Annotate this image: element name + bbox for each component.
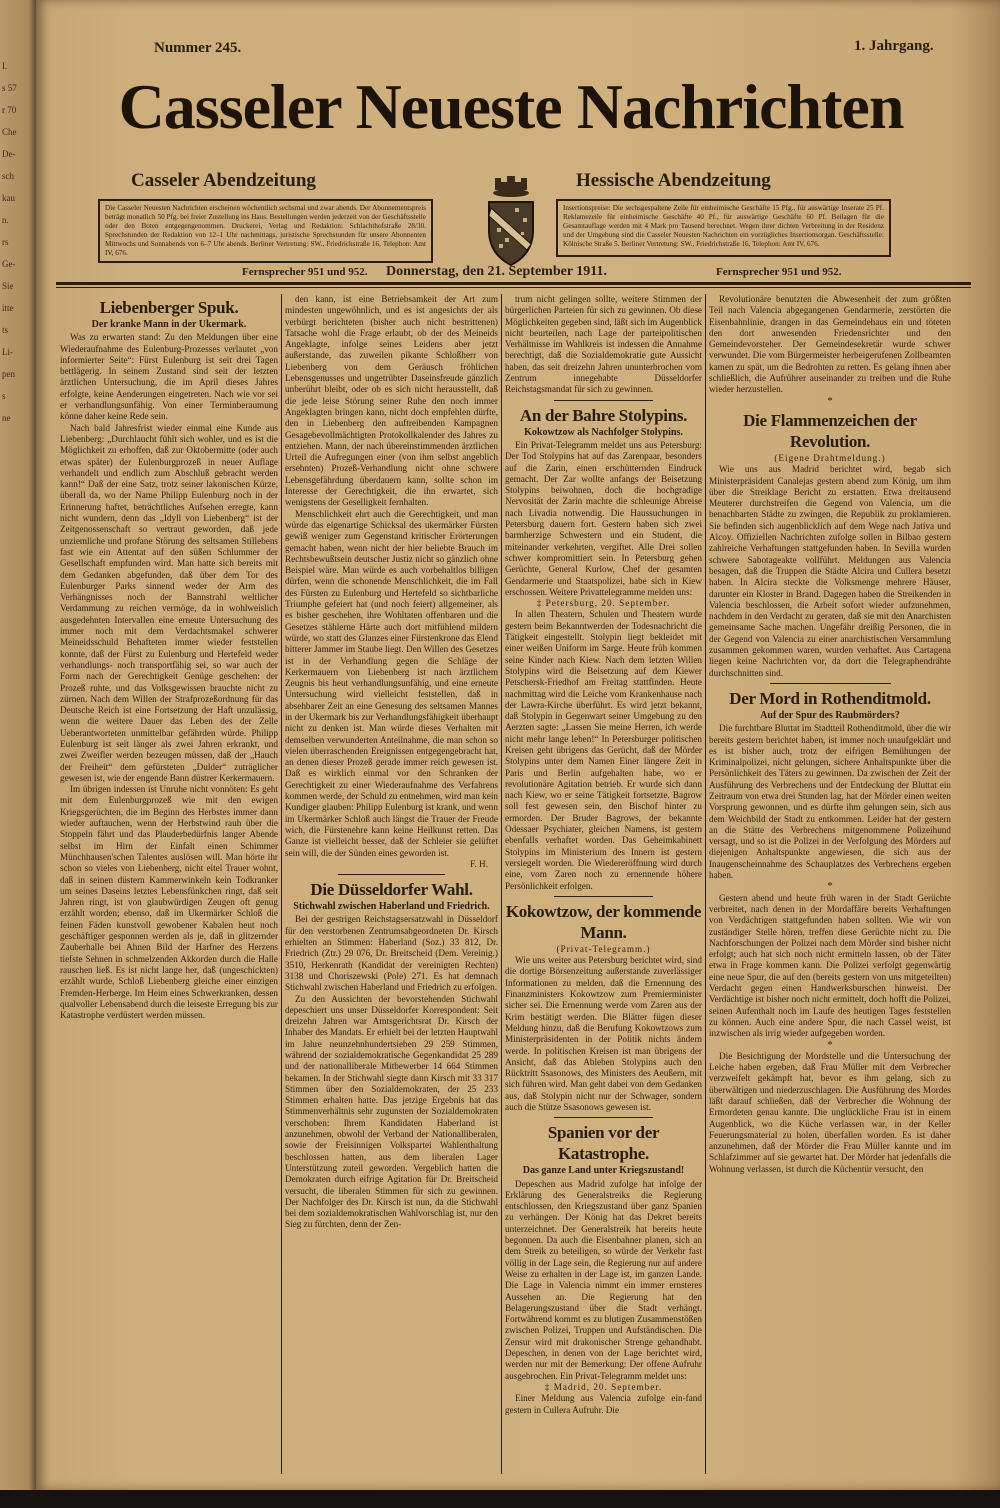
coat-of-arms-icon [481, 168, 541, 268]
section-rule [554, 896, 653, 897]
headline: Der Mord in Rothenditmold. [729, 688, 931, 708]
author-signature: F. H. [470, 858, 488, 869]
subheadline: Der kranke Mann in der Ukermark. [91, 319, 247, 330]
volume-year: 1. Jahrgang. [854, 38, 934, 54]
newspaper-page [36, 0, 1000, 1490]
body-paragraph: Wie uns aus Madrid berichtet wird, begab sich Ministerpräsident Canalejas gestern abend zum König, um ihm über die Streiklage Bericht zu erstatten. Etwa dreitausend Meuterer durchstreifen die Gegend von Valencia, um die benachbarten Städte zu zwingen, die Republik zu proklamieren. Sie befinden sich augenblicklich auf dem Wege nach Jativa und Alcoy. Offiziellen Nachrichten zufolge sollen in Bilbao gestern zahlreiche Verhaftungen stattgefunden haben. In Sevilla wurden schwere Sabotageakte vollführt. Meldungen aus Valencia besagen, daß die Truppen die Städte Alcira und Cullera besetzt haben. In Alcira steckte die Volksmenge mehrere Häuser, darunter ein Kloster in Brand. Dagegen haben die Streikenden in Valencia beschlossen, die Arbeit sofort wieder aufzunehmen, nachdem in den Verdacht zu geraten, daß sie mit den Anarchisten gemeinsame Sache machen. Ungefähr dreißig Personen, die in der Gegend von Valencia zu einer anarchistischen Versammlung zusammen gekommen waren, wurden verhaftet. Aus Cartagena liegen keine Nachrichten vor, da dort die Telegraphendrähte durchschnitten sind. [709, 464, 951, 678]
margin-text-fragment: Sie [2, 281, 14, 291]
margin-text-fragment: De- [2, 149, 16, 159]
column-3 [505, 294, 702, 1416]
section-star: * [827, 880, 833, 893]
body-paragraph: Gestern abend und heute früh waren in der Stadt Gerüchte verbreitet, nach denen in der Mordaffäre bereits Verhaftungen von Verdächtigen stattgefunden haben sollten. Wie wir von zuständiger Stelle hören, treffen diese Gerüchte nicht zu. Die Nachforschungen der Polizei nach dem Mörder sind bisher nicht erfolgt; auch hat sich noch nicht ermitteln lassen, ob der Täter etwa in Frage kommen kann. Die Polizei verfolgt gegenwärtig eine neue Spur, die auf den (bereits gestern von uns mitgeteilten) Verdacht gegen einen Handwerksburschen hinweist. Der Verdächtige ist bisher noch nicht ermittelt, doch hofft die Polizei, seinen Aufenthalt noch im Laufe des heutigen Tages feststellen zu können. Auch eine andere Spur, die nach Cassel weist, ist inzwischen als irrig wieder aufgegeben worden. [709, 892, 951, 1039]
subscription-info-box: Die Casseler Neuesten Nachrichten erscheinen wöchentlich sechsmal und zwar abends. Der Abonnementspreis beträgt monatlich 50 Pfg. bei freier Zustellung ins Haus. Bestellungen werden jederzeit von der Geschäftsstelle oder den Boten entgegengenommen. Druckerei, Verlag und Redaktion: Schlachthofstraße 28/30. Sprechstunden der Redaktion von 12–1 Uhr nachmittags, juristische Sprechstunden für unsere Abonnenten Mittwochs und Sonnabends von 6–7 Uhr abends. Berliner Vertretung: SW., Friedrichstraße 16, Telephon: Amt IV, 676. [98, 199, 433, 263]
subheadline: Stichwahl zwischen Haberland und Friedrich. [293, 901, 490, 913]
dateline: (Privat-Telegramm.) [556, 943, 651, 954]
section-star: * [827, 1038, 833, 1051]
headline: Liebenberger Spuk. [99, 298, 239, 317]
body-paragraph: Wie uns weiter aus Petersburg berichtet wird, sind die dortige Börsenzeitung außerstande zuverlässiger Informationen zu melden, daß die Ernennung des Finanzministers Kokowtzow zum Premierminister sicher sei. Die Ernennung werde vom Zaren aus der Krim bestätigt werden. Die Blätter fügen dieser Meldung hinzu, daß die Berufung Kokowtzows zum Ministerpräsidenten in der Politik nichts ändern werde. In politischen Kreisen ist man übrigens der Ansicht, daß das Ableben Stolypins auch den Rücktritt Ssasonows, des Ministers des Aeußern, mit sich führen wird. Man geht dabei von dem Gedanken aus, daß Stolypin nicht nur der Schwager, sondern auch die Stütze Ssasonows gewesen ist. [505, 955, 702, 1112]
body-paragraph: In allen Theatern, Schulen und Theatern wurde gestern beim Bekanntwerden der Todesnachricht die Tätigkeit eingestellt. Stolypin liegt bekleidet mit einer weißen Uniform im Sarge. Heute früh kommen seine Kinder nach Kiew. Nach dem letzten Willen Stolypins wird die Beisetzung auf dem Kiewer Petschersk-Friedhof am Freitag stattfinden. Heute nachmittag wird die Leiche vom Krankenhause nach der Lawra-Kirche überführt. Es wird jetzt bekannt, daß Stolypin in Gegenwart seiner Umgebung zu den Aerzten sagte: „Lassen Sie meine Herren, ich werde nicht mehr lange leben!“ In Petersburger politischen Kreisen geht übrigens das Gerücht, daß der Mörder Stolypins unter dem Namen Einer längere Zeit in Paris und Berlin aufgehalten habe, wo er revolutionäre Agitation betrieb. Er wurde sich dann nach Kiew, wo er seine Tätigkeit fortsetzte. Bagrow soll fest gewesen sein, den Bischof hinter zu ermorden. Der Bruder Bagrows, der bekannte Odessaer Psychiater, gleichen Namens, ist gestern ebenfalls verhaftet worden. Das Geheimkabinett Stolypins im Ministerium des Innern ist gestern versiegelt worden. Die Wiedereröffnung wird durch eine, vom Zaren noch zu ernennende höhere Persönlichkeit erfolgen. [505, 609, 702, 891]
previous-page-edge [0, 0, 36, 1490]
headline: Kokowtzow, der kommende Mann. [505, 901, 702, 942]
margin-text-fragment: kau [2, 193, 15, 203]
section-rule [554, 1117, 653, 1118]
body-paragraph: Zu den Aussichten der bevorstehenden Stichwahl depeschiert uns unser Düsseldorfer Korrespondent: Seit dreizehn Jahren war Amtsgerichtsrat Dr. Kirsch der Inhaber des Mandats. Er erhielt bei der letzten Hauptwahl im Jahre neunzehnhundertsieben 29 259 Stimmen, während der sozialdemokratische Gegenkandidat 25 289 und der nationalliberale Mitbewerber 14 664 Stimmen bekamen. In der Stichwahl siegte dann Kirsch mit 33 317 Stimmen über den Sozialdemokraten, der 25 233 Stimmen erhalten hatte. Das jetzige Ergebnis hat das Stimmenverhältnis sehr zugunsten der Sozialdemokraten verschoben: Ihrem Kandidaten Haberland ist anzunehmen, obwohl der Verband der Nationalliberalen, sowie der Freisinnigen Volkspartei Wahlenthaltung beschlossen hatten, aus dem liberalen Lager Unterstützung zuteil geworden. Vergeblich hatten die Demokraten durch eifrige Agitation für Dr. Breitscheid versucht, die liberalen Stimmen für sich zu gewinnen. Der Nachfolger des Dr. Kirsch ist nun, da die Stichwahl bei dem sozialdemokratischen Wahlvorschlag ist, nur den Sieg zu fürchten, denn der Zen- [285, 993, 498, 1230]
issue-number: Nummer 245. [154, 40, 242, 56]
body-paragraph: Die Besichtigung der Mordstelle und die Untersuchung der Leiche haben ergeben, daß Frau Müller mit dem Verbrecher verzweifelt gekämpft hat, bevor es ihm gelang, sich zu überwältigen und niederzuschlagen. Die Ausführung des Mordes läßt darauf schließen, daß der Verbrecher die Wohnung der Ermordeten genau kannte. Die unglückliche Frau ist in einem Augenblick, wo die Küche verlassen war, in der Keller Feuerungsmaterial zu holen, überfallen worden. Es ist daher anzunehmen, daß der Mörder die Frau Müller kannte und im Schlafzimmer auf sie gewartet hat. Der Mörder hat jedenfalls die Wohnung verlassen, ist durch die Küchentür versucht, den [709, 1050, 951, 1174]
column-divider [705, 294, 706, 1474]
headline: Die Flammenzeichen der Revolution. [743, 410, 917, 451]
margin-text-fragment: sch [2, 171, 14, 181]
phone-right: Fernsprecher 951 und 952. [716, 266, 842, 278]
header-rule-thin [56, 287, 971, 288]
body-paragraph: Depeschen aus Madrid zufolge hat infolge der Erklärung des Generalstreiks die Regierung entschlossen, den Kriegszustand über ganz Spanien zu verhängen. Der König hat das Dekret bereits unterzeichnet. Der Generalstreik hat bereits heute begonnen. Da auch die Eisenbahner planen, sich an dem Streik zu beteiligen, so würde der Verkehr fast völlig in der Lage sein, die Regierung nur auf andere Weise zu erhalten in der Lage ist, im ganzen Lande. Die Lage in Valencia nimmt ein immer ernsteres Aussehen an. Die Regierung hat den Belagerungszustand über die Stadt verhängt. Fortwährend kommt es zu blutigen Zusammenstößen zwischen Polizei, Truppen und Aufständischen. Die Zensur wird mit drakonischer Strenge gehandhabt. Depeschen, in denen von der Lage berichtet wird, werden nur mit der Bemerkung: Der offene Aufruhr ausgebrochen. Ein Privat-Telegramm meldet uns: [505, 1178, 702, 1381]
margin-text-fragment: s 57 [2, 83, 17, 93]
body-paragraph: trum nicht gelingen sollte, weitere Stimmen der bürgerlichen Parteien für sich zu gewinnen. Ob diese Möglichkeiten gegeben sind, läßt sich im Augenblick nicht beurteilen, nach Lage der parteipolitischen Verhältnisse im Wahlkreis ist indessen die Annahme berechtigt, daß die Sozialdemokratie gute Aussicht haben, das seit dreizehn Jahren ununterbrochen vom Zentrum innegehabte Düsseldorfer Reichstagsmandat für sich zu gewinnen. [505, 294, 702, 395]
section-rule [554, 400, 653, 401]
body-paragraph: Nach bald Jahresfrist wieder einmal eine Kunde aus Liebenberg: „Durchlaucht fühlt sich wohler, und es ist die Möglichkeit zu erhoffen, daß zur Oktobermitte (oder auch etwas später) der Eulenburgprozeß in neuer Auflage verhandelt und endlich zum Abschluß gebracht werden kann!“ Daß der eine Satz, trotz seiner lakonischen Kürze, überall da, wo der Name Philipp Eulenburg noch in der Erinnerung haftet, beträchtliches Aufsehen erregte, kann nicht wundern, denn das „Idyll von Liebenberg“ ist der Zeitgenossenschaft so vertraut geworden, daß jede unziemliche und profane Störung des seltsamen Stillebens fast wie ein Attentat auf den süßen Schlummer der Gesellschaft empfunden wird. Man hatte sich bereits mit dem Gedanken abgefunden, daß über dem Tor des Eulenburger Parks sinnend weder der Arm des Verhängnisses noch der Bannstrahl weltlicher Verdammung zu reichen vermöge, da in wohlweislich ausgedehnten Intervallen eine erneute Untersuchung des immer noch mit dem Verdachtsmakel schwerer Meineidsschuld Behafteten immer wieder feststellen konnte, daß der Fürst zu Eulenburg und Hertefeld weder verhandlungs- noch transportfähig sei, so war auch der Form nach der Gerechtigkeit Genüge geschehen: der Prozeß ruhte, und das Volksgewissen brauchte nicht zu zürnen. Nach dem Willen der Strafprozeßordnung für das Deutsche Reich ist eine Fortsetzung der Haft unzulässig, wenn die weitere Dauer das Leben des der Zelle Ueberantworteten unmittelbar gefährden würde. Philipp Eulenburg ist seit länger als zwei Jahren erkrankt, und zwei Zweifler werden bezeugen müssen, daß der „Hauch der Freiheit“ dem gefürsteten „Dulder“ zuträglicher gewesen ist, wie der engende Bann düstrer Kerkermauern. [60, 422, 278, 783]
section-rule [770, 683, 891, 684]
body-paragraph: Revolutionäre benutzten die Abwesenheit der zum größten Teil nach Valencia abgegangenen Gendarmerie, zerstörten die Eisenbahnlinie, drangen in das Gemeindehaus ein und töteten den dort anwesenden Friedensrichter und den Gemeindevorsteher. Der Gemeindesekretär wurde schwer verwundet. Die vom Bürgermeister herbeigerufenen Zollbeamten kamen zu spät, um die Bedrohten zu retten. Es gelang ihnen aber schließlich, die Aufrührer auseinander zu treiben und die Ruhe wieder herzustellen. [709, 294, 951, 395]
margin-text-fragment: Li- [2, 347, 13, 357]
margin-text-fragment: n. [2, 215, 9, 225]
body-paragraph: Was zu erwarten stand: Zu den Meldungen über eine Wiederaufnahme des Eulenburg-Prozesses verlautet „von informierter Seite“: Fürst Eulenburg ist seit drei Tagen bettlägerig. In seinem Zustand sind seit der letzten ärztlichen Untersuchung, die im April dieses Jahres erfolgte, keine Aenderungen eingetreten. Nach wie vor sei er verhandlungsunfähig. Von einer Terminberaumung könne daher keine Rede sein. [60, 332, 278, 422]
body-paragraph: Ein Privat-Telegramm meldet uns aus Petersburg: Der Tod Stolypins hat auf das Zarenpaar, besonders auf die Zarin, einen erschütternden Eindruck gemacht. Der Zar wollte anfangs der Beisetzung Stolypins beiwohnen, doch die hochgradige Nervosität der Zarin machte die schleunige Abreise nach Livadia notwendig. Die Haussuchungen in Petersburg dauern fort. Gestern haben sich zwei barmherzige Schwestern und ein Student, die miteinander verkehrten, vergiftet. Alle Drei sollen schwer kompromittiert sein. In Petersburg gehen Gerüchte, General Kurlow, Chef der gesamten Gendarmerie und Staatspolizei, habe sich in Kiew erschossen. Weitere Privattelegramme melden uns: [505, 439, 702, 597]
column-2 [285, 294, 498, 1231]
dateline: (Eigene Drahtmeldung.) [774, 452, 886, 463]
body-paragraph: Bei der gestrigen Reichstagsersatzwahl in Düsseldorf für den verstorbenen Zentrumsabgeordneten Dr. Kirsch erhielten an Stimmen: Haberland (Soz.) 33 812, Dr. Friedrich (Ztr.) 29 076, Dr. Breitscheid (Dem. Vereinig.) 3510, Herkenrath (Kandidat der vereinigten Rechten) 3138 und Choriszewski (Pole) 271. Es hat demnach Stichwahl zwischen Haberland und Friedrich zu erfolgen. [285, 914, 498, 993]
section-star: * [827, 394, 833, 407]
header-rule [56, 282, 971, 285]
section-rule [338, 874, 445, 875]
margin-text-fragment: s [2, 391, 6, 401]
column-4 [709, 294, 951, 1175]
subheadline: Das ganze Land unter Kriegszustand! [522, 1165, 685, 1177]
headline: Die Düsseldorfer Wahl. [310, 880, 473, 900]
dateline: ‡ Petersburg, 20. September. [536, 598, 671, 609]
margin-text-fragment: I. [2, 61, 8, 71]
margin-text-fragment: Ge- [2, 259, 16, 269]
margin-text-fragment: rs [2, 237, 9, 247]
dateline: ‡ Madrid, 20. September. [544, 1381, 663, 1392]
margin-text-fragment: itte [2, 303, 14, 313]
body-paragraph: Menschlichkeit ehrt auch die Gerechtigkeit, und man würde das eigenartige Schicksal des ukermärker Fürsten gewiß weniger zum Gegenstand kritischer Erörterungen gemacht haben, wenn nicht der hier beliebte Brauch im Rechtsbewußtsein deutscher Justiz nicht so gänzlich ohne Beispiel wäre. Man würde es auch vorbehaltlos billigen dürfen, wenn die schonende Menschlichkeit, die im Fall des Fürsten zu Eulenburg und Hertefeld so sichtbarliche Triumphe gefeiert hat (und noch feiert) allgemeiner, als es bisher geschehen, ihre Wohltaten offenbaren und die Gesetzes stählerne Härte auch dort mitfühlend mildern würde, wo statt des Glanzes einer Fürstenkrone das Elend bitterer Jammer im Staube liegt. Den Willen des Gesetzes ist in der Verhandlung gegen die Schläge der Kerkermauern von Liebenberg ist nach ärztlichem Zeugnis bis heut verhandlungsunfähig, und eine erneute Untersuchung wird vielleicht feststellen, daß in absehbarer Zeit an eine Genesung des seltsamen Mannes in der Ukermark bis zur Verhandlungsfähigkeit überhaupt nicht zu denken ist. Man würde dieses Verhalten mit demselben verwunderten Anteilnahme, die man schon so vielen überraschenden Ereignissen entgegengebracht hat, an denen dieser Prozeß gerade immer reich gewesen ist. Daß es wirklich einmal vor den Schranken der Gerechtigkeit zu einer Wiederaufnahme des Verfahrens kommen werde, der Schuld zu entnehmen, wird man kein Kundiger glauben: Philipp Eulenburg ist krank, und wenn im Ukermärker Schloß auch längst die Trauer der Freude wich, die Fürstenehre kann keine Heilkunst retten. Das Ganze ist vielleicht besser, daß der Schleier sie gelüftet sein will, die der Sünden eines geworden ist. [285, 508, 498, 858]
margin-text-fragment: Che [2, 127, 17, 137]
advertising-info-box: Insertionspreise: Die sechsgespaltene Zeile für einheimische Geschäfte 15 Pfg., für auswärtige Inserate 25 Pf. Reklamezeile für einheimische Geschäfte 40 Pf., für auswärtige Geschäfte 60 Pf. Beilagen für die Gesamtauflage werden mit 4 Mark pro Tausend berechnet. Wegen ihrer dichten Verbreitung in der Residenz und der Umgebung sind die Casseler Neuesten Nachrichten ein vorzügliches Insertionsorgan. Geschäftsstelle: Kölnische Straße 5. Berliner Vertretung: SW., Friedrichstraße 16, Telephon: Amt IV, 676. [556, 199, 891, 257]
headline: An der Bahre Stolypins. [519, 405, 688, 425]
margin-text-fragment: r 70 [2, 105, 17, 115]
body-paragraph: Einer Meldung aus Valencia zufolge ein-fand gestern in Cullera Aufruhr. Die [505, 1393, 702, 1415]
subheadline: Auf der Spur des Raubmörders? [760, 709, 900, 721]
column-divider [281, 294, 282, 1474]
subtitle-left: Casseler Abendzeitung [131, 170, 316, 191]
margin-text-fragment: ne [2, 413, 11, 423]
margin-text-fragment: ts [2, 325, 9, 335]
body-paragraph: Im übrigen indessen ist Unruhe nicht vonnöten: Es geht mit dem Eulenburgprozeß wie mit den ewigen Kriegsgerüchten, die im Beginn des Herbstes immer dann wieder auftauchen, wenn der Herbstwind rauh über die Stoppeln fährt und das Plauderbedürfnis langer Abende selbst im Hirn der Einfalt einen Schimmer Münchhausen'schen Talentes auslösen will. Man hörte ihr schon so vieles von Liebenberg, nicht eitel Trauer wohnt, daß in seinen düstern Kammerwinkeln kein Todkranker um seines Daseins letztes Lebensfünkchen ringt, daß seit Jahren ringt, ist von glaubwürdigen Zeugen oft genug erzählt worden; ebenso, daß im Ukermärker Schloß die feinen Fäden kunstvoll gewobener Kabalen heut noch geschäftiger gesponnen werden als je, daß in glitzernder Zauberhalle bei Ahnen Bild der Harfner des Herzens tiefste Sehnen in schmelzenden Akkorden durch die Halle rauschen ließ. Es ist nicht lange her, daß (ungeschickten) erzählt wurde, Schloß Liebenberg gleiche einer einzigen Fremden-Herberge. Im Heim eines Schwerkranken, dessen qualvoller Lebensabend durch die leiseste Erregung bis zur Katastrophe verdüstert werden müssen. [60, 784, 278, 1021]
headline: Spanien vor der Katastrophe. [547, 1123, 660, 1164]
issue-date: Donnerstag, den 21. September 1911. [386, 264, 608, 279]
column-1 [60, 294, 278, 1021]
margin-text-fragment: pen [2, 369, 15, 379]
column-divider [501, 294, 502, 1474]
body-paragraph: Die furchtbare Bluttat im Stadtteil Rothenditmold, über die wir bereits gestern berichtet haben, ist immer noch unaufgeklärt und es ist bisher auch, trotz der eifrigen Bemühungen der Kriminalpolizei, nicht gelungen, sichere Anhaltspunkte über die Persönlichkeit des Täters zu gewinnen. Da zwischen der Zeit der Ausführung des Verbrechens und der Entdeckung der Bluttat ein Zeitraum von etwa drei Stunden lag, hat der Mörder einen weiten Vorsprung gewonnen, und es dürfte ihm gelungen sein, sich aus dem Weichbild der Stadt zu entkommen. Leider hat der gestern an die Stätte des Verbrechens mitgenommene Polizeihund versagt, und so ist die Polizei in der Verfolgung des Mörders auf diejenigen Anhaltspunkte angewiesen, die sich aus der Inaugenscheinnahme des Schauplatzes des Verbrechens ergeben haben. [709, 723, 951, 881]
subheadline: Kokowtzow als Nachfolger Stolypins. [524, 426, 683, 438]
phone-left: Fernsprecher 951 und 952. [242, 266, 368, 278]
body-paragraph: den kann, ist eine Betriebsamkeit der Art zum mindesten ungewöhnlich, und es ist angesichts der als verbürgt berichteten (bisher auch nicht bestrittenen) Tatsache wohl die Frage erlaubt, ob der des Meineids Angeklagte, infolge seines Leidens aber jetzt außerstande, das zuweilen pikante Schloßherr von Liebenberg von dem Geräusch fröhlichen Lebensgenusses und ungetrübter Daseinsfreude gänzlich unberührt bleibt, oder ob es sich nicht herausstellt, daß die jede leise Störung seiner Ruhe den noch immer Angeklagten bringen kann, nicht doch empfehlen dürfte, den in Liebenberg den auftreibenden Kampagnen Gesagebevollmächtigten Protokollkalender des Jahres zu entziehen. Mann, der nach übereinstimmenden ärztlichen Urteil die Aufregungen einer (von ihm selbst angeblich ersehnten) Prozeß-Verhandlung nicht ohne schwere Lebensgefährdung überdauern kann, sollte schon im Interesse der Gerechtigkeit, die ihn erwartet, sich wenigstens der Geselligkeit fernhalten. [285, 294, 498, 508]
newspaper-title: Casseler Neueste Nachrichten [118, 71, 904, 142]
subtitle-right: Hessische Abendzeitung [576, 170, 771, 191]
